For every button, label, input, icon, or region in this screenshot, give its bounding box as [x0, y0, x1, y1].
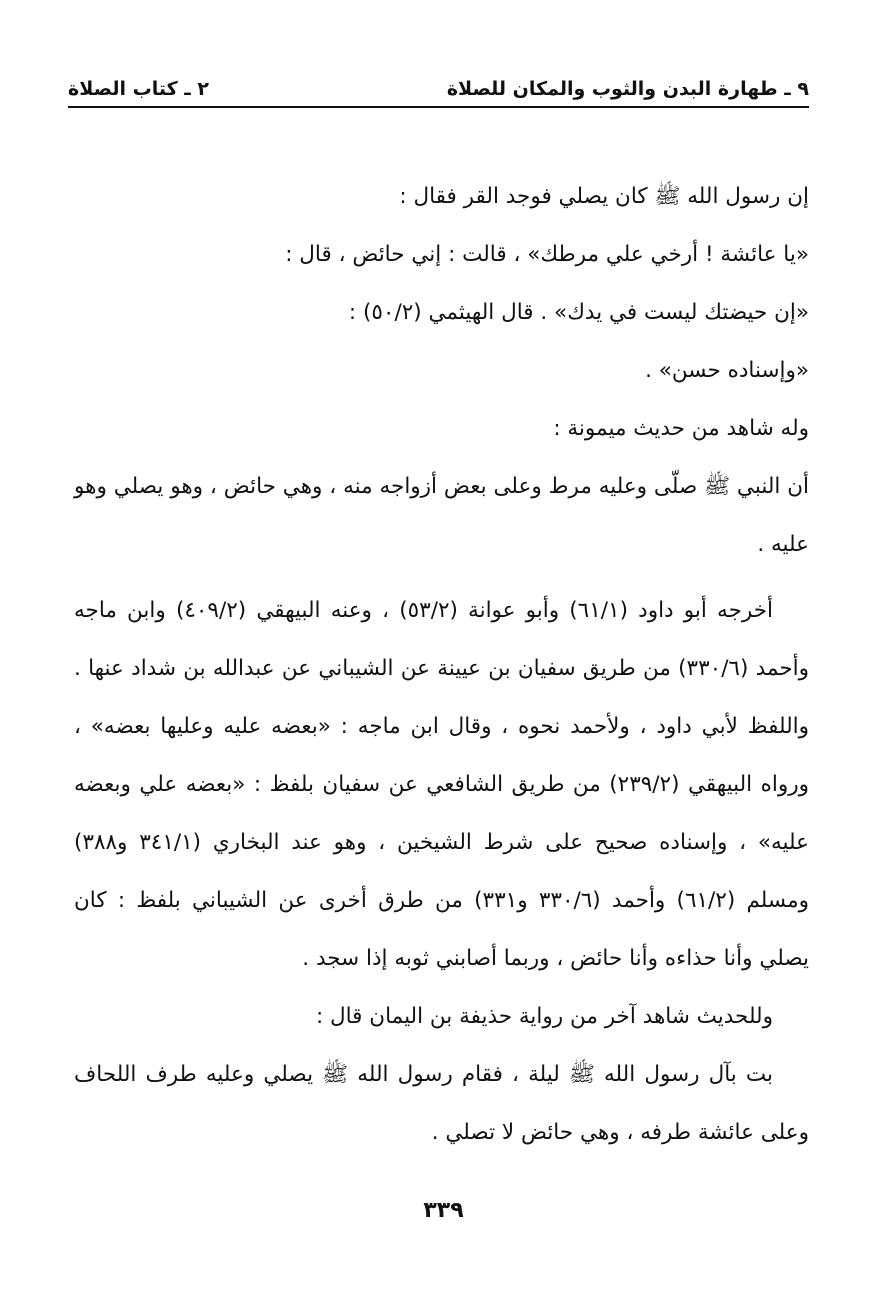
paragraph: «إن حيضتك ليست في يدك» . قال الهيثمي (٥٠/٢) : [348, 300, 809, 325]
paragraph: أن النبي ﷺ صلّى وعليه مرط وعلى بعض أزواجه منه ، وهي حائض ، وهو يصلي وهو عليه . [74, 474, 809, 557]
paragraph: بت بآل رسول الله ﷺ ليلة ، فقام رسول الله ﷺ يصلي وعليه طرف اللحاف وعلى عائشة طرفه ، وهي حائض لا تصلي . [74, 1062, 809, 1145]
paragraph: إن رسول الله ﷺ كان يصلي فوجد القر فقال : [399, 184, 809, 209]
paragraph: وللحديث شاهد آخر من رواية حذيفة بن اليمان قال : [315, 1004, 773, 1029]
paragraph: «وإسناده حسن» . [645, 358, 809, 383]
running-header [68, 72, 809, 108]
paragraph: أخرجه أبو داود (٦١/١) وأبو عوانة (٥٣/٢) ، وعنه البيهقي (٤٠٩/٢) وابن ماجه وأحمد (٣٣٠/٦) من طريق سفيان بن عيينة عن الشيباني عن عبدالله بن شداد عنها . واللفظ لأبي داود ، ولأحمد نحوه ، وقال ابن ماجه : «بعضه عليه وعليها بعضه» ، ورواه البيهقي (٢٣٩/٢) من طريق الشافعي عن سفيان بلفظ : «بعضه علي وبعضه عليه» ، وإسناده صحيح على شرط الشيخين ، وهو عند البخاري (٣٤١/١ و٣٨٨) ومسلم (٦١/٢) وأحمد (٣٣٠/٦ و٣٣١) من طرق أخرى عن الشيباني بلفظ : كان يصلي وأنا حذاءه وأنا حائض ، وربما أصابني ثوبه إذا سجد . [74, 598, 810, 971]
chapter-title: ٢ ـ كتاب الصلاة [68, 78, 209, 100]
page-number: ٣٣٩ [423, 1198, 464, 1223]
paragraph: وله شاهد من حديث ميمونة : [553, 416, 809, 441]
page-body [74, 168, 809, 1162]
paragraph: «يا عائشة ! أرخي علي مرطك» ، قالت : إني حائض ، قال : [285, 242, 809, 267]
section-title: ٩ ـ طهارة البدن والثوب والمكان للصلاة [446, 78, 809, 100]
